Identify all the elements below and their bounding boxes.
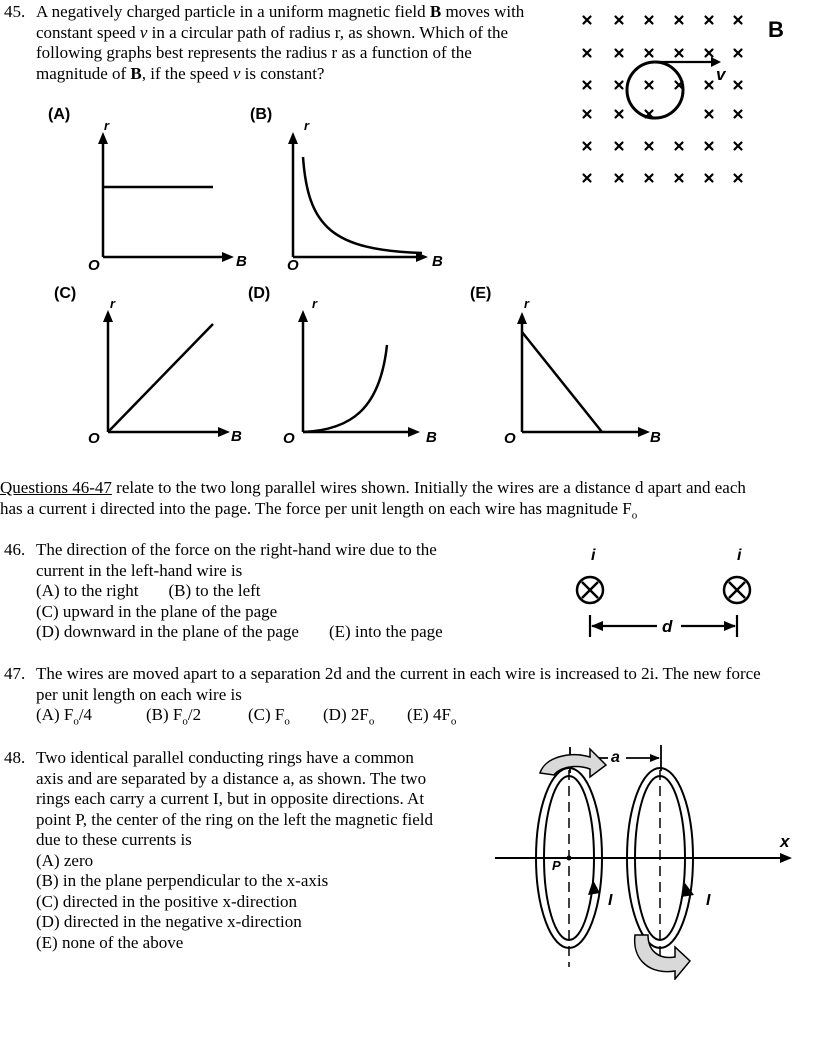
field-x-marker: [646, 17, 653, 24]
q46-option-b[interactable]: (B) to the left: [168, 581, 261, 600]
right-ring-current-arrow-icon: [635, 935, 690, 979]
graph-d-origin: O: [283, 430, 295, 447]
q48-text: [4, 748, 484, 953]
graph-a-x-label: B: [236, 253, 247, 270]
q47-option-b[interactable]: (B) $F_o/2$: [146, 705, 202, 728]
graph-b-origin: O: [287, 257, 299, 272]
parallel-wires-figure: [565, 540, 765, 650]
graph-d: [280, 290, 455, 450]
q48-line-5: due to these currents is: [36, 830, 192, 849]
q46-option-d[interactable]: (D) downward in the plane of the page: [36, 622, 299, 641]
two-rings-figure: [490, 735, 800, 980]
q47-number: 47.: [4, 664, 26, 683]
graph-e-x-label: B: [650, 429, 661, 446]
q47-text: [4, 664, 814, 732]
graph-a-origin: O: [88, 257, 100, 272]
field-x-marker: [646, 175, 653, 182]
field-x-marker: [584, 82, 591, 89]
field-x-marker: [706, 143, 713, 150]
field-x-marker: [735, 143, 742, 150]
field-x-marker: [676, 143, 683, 150]
intro-46-47: [0, 478, 812, 525]
q47-option-d[interactable]: (D) $2F_o$: [323, 705, 375, 728]
q48-option-e[interactable]: (E) none of the above: [36, 932, 184, 952]
q48-option-a[interactable]: (A) zero: [36, 850, 94, 870]
left-ring: [536, 768, 613, 967]
q47-option-e[interactable]: (E) $4F_o$: [407, 705, 457, 728]
magnetic-field-figure: [575, 8, 790, 193]
field-x-marker: [646, 82, 653, 89]
graph-d-label: (D): [248, 285, 271, 302]
field-x-marker: [676, 175, 683, 182]
field-x-marker: [676, 50, 683, 57]
field-x-marker: [646, 50, 653, 57]
field-x-marker: [616, 111, 623, 118]
q48-option-d[interactable]: (D) directed in the negative x-direction: [36, 912, 302, 931]
intro-line-2: has a current i directed into the page. The force per unit length on each wire has magnitude $F_o$: [0, 498, 638, 521]
field-x-marker: [735, 111, 742, 118]
field-x-marker: [616, 17, 623, 24]
field-x-marker: [706, 50, 713, 57]
graph-b-x-label: B: [432, 253, 443, 270]
graph-a: [80, 112, 255, 272]
q46-options-de: [36, 622, 524, 643]
field-x-marker: [706, 82, 713, 89]
field-x-marker: [584, 175, 591, 182]
q46-option-c[interactable]: (C) upward in the plane of the page: [36, 601, 278, 621]
graph-d-x-label: B: [426, 429, 437, 446]
graph-e-curve: [522, 332, 602, 432]
right-ring-current-label: I: [706, 892, 711, 909]
graph-b-label: (B): [250, 106, 273, 123]
graph-d-y-label: r: [312, 296, 318, 311]
q48-option-c[interactable]: (C) directed in the positive x-direction: [36, 891, 298, 911]
field-x-marker: [706, 111, 713, 118]
field-x-marker: [735, 175, 742, 182]
graph-c-x-label: B: [231, 428, 242, 445]
q46-option-e[interactable]: (E) into the page: [328, 622, 443, 641]
graph-c-y-label: r: [110, 296, 116, 311]
questions-link: Questions 46-47: [0, 478, 112, 497]
field-x-marker: [735, 82, 742, 89]
q46-options-ab: [36, 581, 524, 602]
field-x-marker: [616, 82, 623, 89]
field-x-markers: [584, 17, 742, 182]
graph-c-label: (C): [54, 285, 77, 302]
right-wire-current-label: i: [737, 547, 742, 564]
graph-d-curve: [303, 345, 387, 432]
q46-option-a[interactable]: (A) to the right: [36, 581, 139, 600]
field-label: B: [768, 17, 784, 42]
q47-options: [36, 705, 814, 732]
field-x-marker: [735, 17, 742, 24]
q48-line-3: rings each carry a current I, but in opposite directions. At: [36, 789, 425, 808]
q45-line-3: following graphs best represents the radius r as a function of the: [36, 43, 472, 62]
graph-e-label: (E): [470, 285, 492, 302]
graph-e: [500, 290, 680, 450]
q48-line-1: Two identical parallel conducting rings have a common: [36, 748, 414, 767]
q46-number: 46.: [4, 540, 26, 559]
left-wire-into-page-icon: [577, 577, 603, 603]
velocity-label: v: [716, 65, 726, 84]
graph-c-origin: O: [88, 430, 100, 447]
q45-text: [4, 2, 574, 84]
left-wire-current-label: i: [591, 547, 596, 564]
q45-line-2: constant speed v in a circular path of radius r, as shown. Which of the: [36, 22, 509, 42]
q48-number: 48.: [4, 748, 26, 767]
graph-a-label: (A): [48, 106, 71, 123]
q46-text: [4, 540, 524, 643]
graph-b: [282, 112, 462, 272]
q46-line-1: The direction of the force on the right-hand wire due to the: [36, 540, 437, 559]
field-x-marker: [706, 175, 713, 182]
graph-c: [80, 290, 255, 450]
q47-line-2: per unit length on each wire is: [36, 684, 242, 704]
graph-a-y-label: r: [104, 118, 110, 133]
q47-line-1: The wires are moved apart to a separation 2d and the current in each wire is increased to 2i. The new force: [36, 664, 761, 683]
field-x-marker: [706, 17, 713, 24]
q47-option-c[interactable]: (C) $F_o$: [248, 705, 290, 728]
field-x-marker: [735, 50, 742, 57]
graph-e-origin: O: [504, 430, 516, 447]
distance-label: d: [662, 617, 673, 636]
left-ring-current-arrow-icon: [540, 749, 606, 777]
graph-c-curve: [108, 324, 213, 432]
field-x-marker: [616, 143, 623, 150]
q46-line-2: current in the left-hand wire is: [36, 560, 243, 580]
field-x-marker: [584, 17, 591, 24]
field-x-marker: [676, 17, 683, 24]
graph-b-y-label: r: [304, 118, 310, 133]
q48-line-2: axis and are separated by a distance a, as shown. The two: [36, 768, 427, 788]
right-wire-into-page-icon: [724, 577, 750, 603]
separation-label: a: [611, 749, 620, 766]
graph-e-y-label: r: [524, 296, 530, 311]
graph-b-curve: [303, 157, 422, 253]
field-x-marker: [584, 111, 591, 118]
q45-number: 45.: [4, 2, 26, 21]
intro-line-1: Questions 46-47 relate to the two long parallel wires shown. Initially the wires are a distance d apart and each: [0, 478, 746, 497]
field-x-marker: [616, 175, 623, 182]
field-x-marker: [584, 143, 591, 150]
q47-option-a[interactable]: (A) $F_o/4$: [36, 705, 93, 728]
q45-line-1: A negatively charged particle in a uniform magnetic field B moves with: [36, 2, 525, 21]
q48-option-b[interactable]: (B) in the plane perpendicular to the x-axis: [36, 871, 329, 890]
left-ring-current-label: I: [608, 892, 613, 909]
point-p: [567, 856, 572, 861]
field-x-marker: [584, 50, 591, 57]
q45-line-4: magnitude of B, if the speed v is constant?: [36, 63, 325, 83]
q48-line-4: point P, the center of the ring on the left the magnetic field: [36, 809, 434, 829]
x-axis-label: x: [780, 832, 790, 851]
field-x-marker: [646, 143, 653, 150]
field-x-marker: [616, 50, 623, 57]
point-p-label: P: [552, 858, 561, 873]
circular-path: [627, 62, 683, 118]
